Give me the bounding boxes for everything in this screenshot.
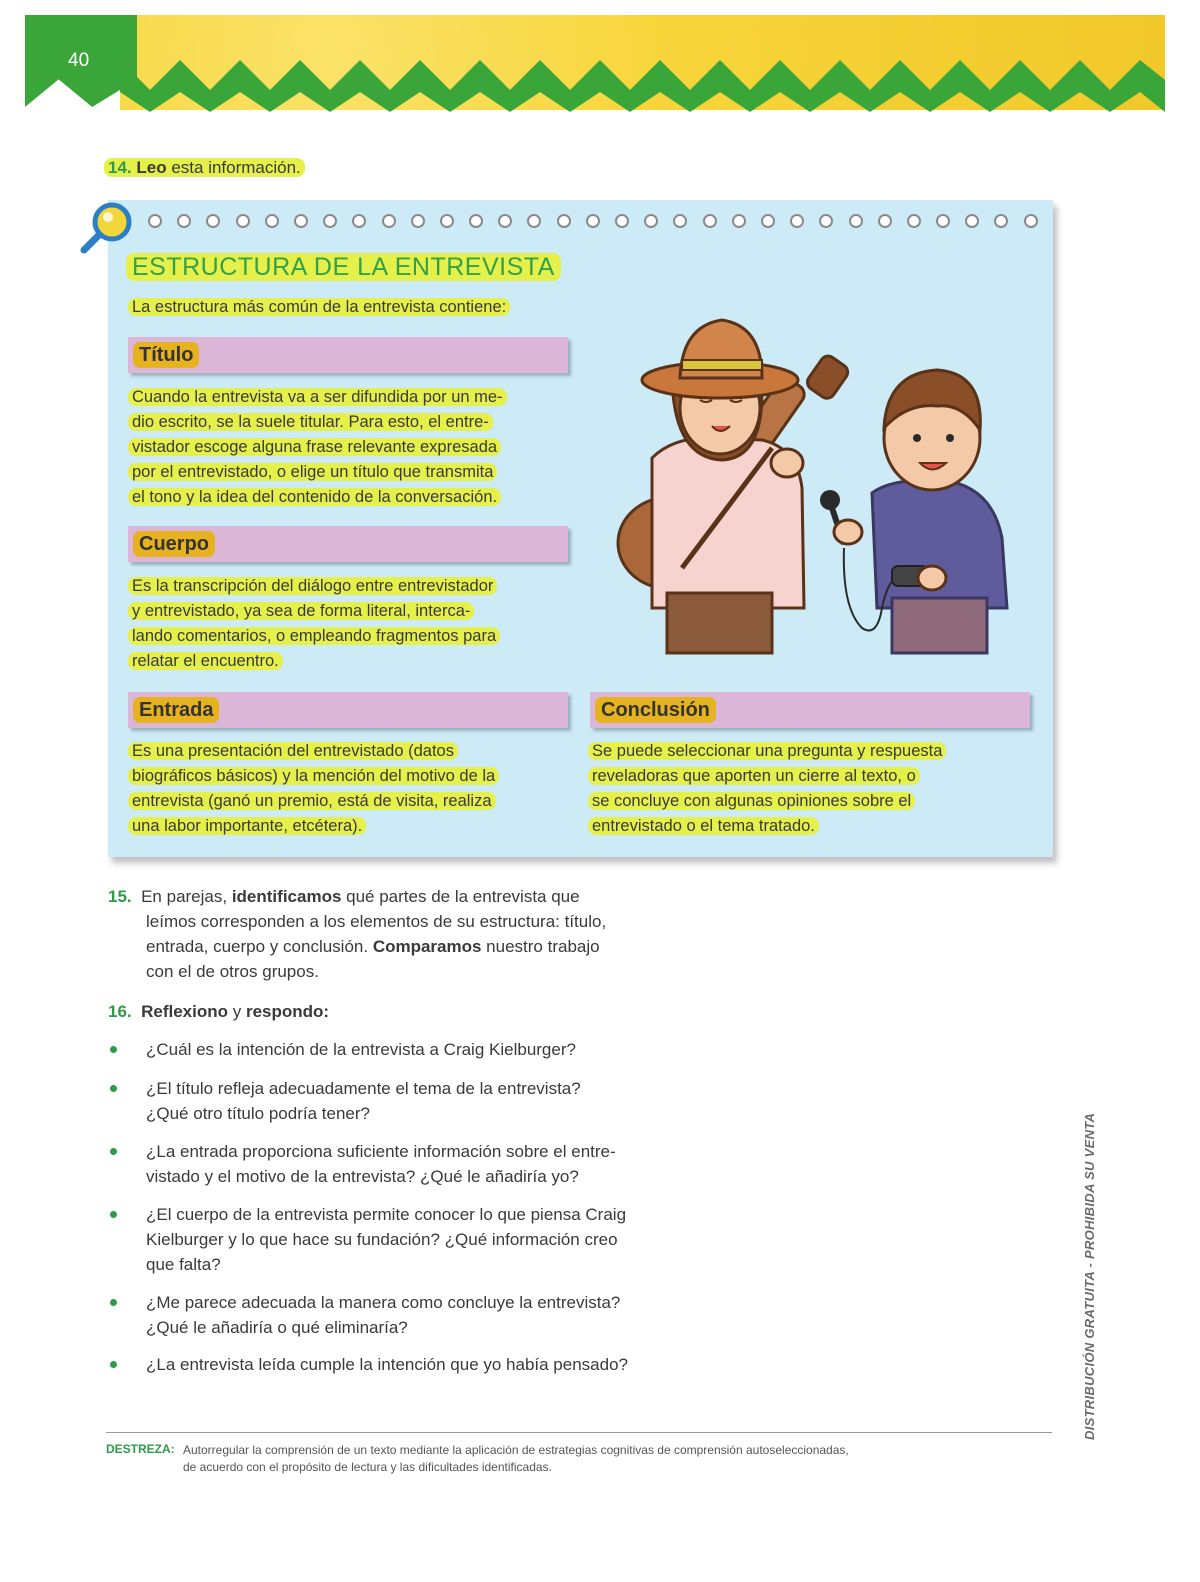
ring xyxy=(352,214,366,228)
destreza-text: Autorregular la comprensión de un texto mediante la aplicación de estrategias cognitivas de comprensión autoseleccionadas, de acuerdo con el propósito de lectura y las dificultades identificadas. xyxy=(183,1443,849,1474)
section-entry-heading xyxy=(128,692,568,728)
ring xyxy=(411,214,425,228)
question-number: 16. xyxy=(108,1002,132,1021)
card-intro: La estructura más común de la entrevista contiene: xyxy=(128,295,510,319)
ring xyxy=(703,214,717,228)
ring xyxy=(148,214,162,228)
bullet-item: ¿El título refleja adecuadamente el tema de la entrevista? ¿Qué otro título podría tener? xyxy=(146,1079,581,1123)
ring xyxy=(294,214,308,228)
bullet-dot xyxy=(110,1361,117,1368)
bullet-dot xyxy=(110,1085,117,1092)
footer-divider xyxy=(106,1432,1052,1433)
question-number: 15. xyxy=(108,887,132,906)
section-title-heading xyxy=(128,337,568,373)
ring xyxy=(382,214,396,228)
ring xyxy=(469,214,483,228)
ring xyxy=(673,214,687,228)
ring xyxy=(819,214,833,228)
bullet-item: ¿El cuerpo de la entrevista permite conocer lo que piensa Craig Kielburger y lo que hace su fundación? ¿Qué información creo que falta? xyxy=(146,1205,627,1274)
ring xyxy=(265,214,279,228)
section-body-heading xyxy=(128,526,568,562)
ring xyxy=(615,214,629,228)
destreza-label: DESTREZA: xyxy=(106,1442,175,1456)
ring xyxy=(644,214,658,228)
question-15: 15. En parejas, identificamos qué partes de la entrevista que leímos corresponden a los elementos de su estructura: título, entrada, cuerpo y conclusión. Comparamos nuestro trabajo con el de otros grupos. xyxy=(108,887,607,981)
ring xyxy=(527,214,541,228)
ring xyxy=(732,214,746,228)
section-label: Cuerpo xyxy=(133,531,215,557)
question-number: 14. xyxy=(108,158,132,177)
bullet-dot xyxy=(110,1299,117,1306)
section-label: Título xyxy=(133,342,199,368)
question-14 xyxy=(104,158,305,178)
ring xyxy=(557,214,571,228)
distribution-notice: DISTRIBUCIÓN GRATUITA - PROHIBIDA SU VENTA xyxy=(1082,1112,1097,1440)
ring xyxy=(1024,214,1038,228)
ring xyxy=(936,214,950,228)
ring xyxy=(907,214,921,228)
ring xyxy=(878,214,892,228)
ring xyxy=(790,214,804,228)
ring xyxy=(586,214,600,228)
bullet-item: ¿Me parece adecuada la manera como concluye la entrevista? ¿Qué le añadiría o qué eliminaría? xyxy=(146,1293,621,1337)
section-body-text: Es la transcripción del diálogo entre entrevistador y entrevistado, ya sea de forma literal, interca- lando comentarios, o empleando fragmentos para relatar el encuentro. xyxy=(128,574,578,674)
section-label: Entrada xyxy=(133,697,219,723)
notebook-rings xyxy=(148,214,1038,232)
ring xyxy=(323,214,337,228)
ring xyxy=(177,214,191,228)
section-conclusion-body: Se puede seleccionar una pregunta y respuesta reveladoras que aporten un cierre al texto, o se concluye con algunas opiniones sobre el entrevistado o el tema tratado. xyxy=(588,739,1038,839)
bullet-dot xyxy=(110,1148,117,1155)
bullet-item: ¿Cuál es la intención de la entrevista a Craig Kielburger? xyxy=(146,1040,576,1059)
ring xyxy=(236,214,250,228)
section-conclusion-heading xyxy=(590,692,1030,728)
magnifier-icon xyxy=(78,200,136,258)
ring xyxy=(994,214,1008,228)
bullet-item: ¿La entrevista leída cumple la intención que yo había pensado? xyxy=(146,1355,628,1374)
section-entry-body: Es una presentación del entrevistado (datos biográficos básicos) y la mención del motivo de la entrevista (ganó un premio, está de visita, realiza una labor importante, etcétera). xyxy=(128,739,578,839)
interview-illustration xyxy=(612,308,1032,658)
ring xyxy=(849,214,863,228)
ring xyxy=(498,214,512,228)
question-text: esta información. xyxy=(166,158,301,177)
ring xyxy=(206,214,220,228)
zigzag-decoration xyxy=(120,40,1165,112)
section-label: Conclusión xyxy=(595,697,716,723)
question-verb: Leo xyxy=(136,158,167,177)
bullet-dot xyxy=(110,1211,117,1218)
ring xyxy=(440,214,454,228)
bullet-dot xyxy=(110,1046,117,1053)
card-title: ESTRUCTURA DE LA ENTREVISTA xyxy=(126,253,561,282)
ring xyxy=(965,214,979,228)
page-number: 40 xyxy=(68,50,90,71)
ring xyxy=(761,214,775,228)
question-16: 16. Reflexiono y respondo: xyxy=(108,1002,330,1021)
bullet-item: ¿La entrada proporciona suficiente información sobre el entre- vistado y el motivo de la entrevista? ¿Qué le añadiría yo? xyxy=(146,1142,616,1186)
section-title-body: Cuando la entrevista va a ser difundida por un me- dio escrito, se la suele titular. Para esto, el entre- vistador escoge alguna frase relevante expresada por el entrevistado, o elige un título que transmita el tono y la idea del contenido de la conversación. xyxy=(128,385,578,510)
